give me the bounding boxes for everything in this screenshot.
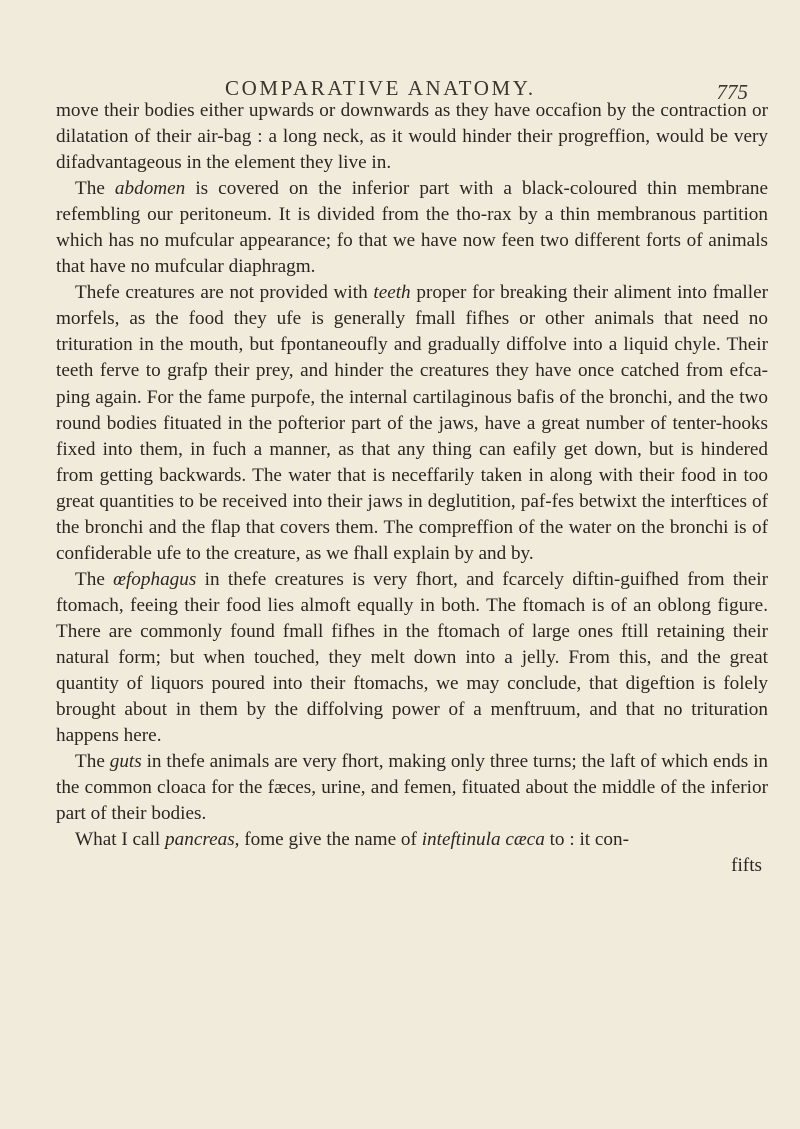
italic-term: inteftinula cæca [421, 829, 545, 851]
text-run: in thefe creatures is very fhort, and fcarcely diftin-guifhed from their ftomach, feeing their food lies almoft equally in both. The ftomach is of an oblong figure. There are commonly found fmall fifhes in the ftomach of large ones ftill retaining their natural form; but when touched, they melt down into a jelly. From this, and the great quantity of liquors poured into their ftomachs, we may conclude, that digeftion is folely brought about in them by the diffolving power of a menftruum, and that no trituration happens here. [56, 568, 768, 747]
italic-term: guts [109, 751, 142, 773]
italic-term: œfophagus [113, 568, 197, 590]
paragraph [56, 280, 768, 567]
italic-term: pancreas [165, 829, 235, 851]
text-run: proper for breaking their aliment into fmaller morfels, as the food they ufe is generally fmall fifhes or other animals that need no trituration in the mouth, but fpontaneoufly and gradually diffolve into a liquid chyle. Their teeth ferve to grafp their prey, and hinder the creatures they have once catched from efca-ping again. For the fame purpofe, the internal cartilaginous bafis of the bronchi, and the two round bodies fituated in the pofterior part of the jaws, have a great number of tenter-hooks fixed into them, in fuch a manner, as that any thing can eafily get down, but is hindered from getting backwards. The water that is neceffarily taken in along with their food in too great quantities to be received into their jaws in deglutition, paf-fes betwixt the interftices of the bronchi and the flap that covers them. The compreffion of the water on the bronchi is of confiderable ufe to the creature, as we fhall explain by and by. [56, 282, 768, 564]
page-number: 775 [716, 80, 748, 104]
catchword: fifts [731, 855, 762, 877]
body-text [56, 98, 768, 879]
italic-term: teeth [373, 282, 411, 304]
paragraph [56, 749, 768, 827]
paragraph [56, 176, 768, 280]
text-run: to : it con- [544, 829, 629, 851]
text-run: move their bodies either upwards or downwards as they have occafion by the contraction or dilatation of their air-bag : a long neck, as it would hinder their progreffion, would be very difadvantageous in the element they live in. [56, 100, 768, 174]
text-run: The [75, 178, 115, 200]
text-run: , fome give the name of [234, 829, 422, 851]
paragraph [56, 827, 768, 853]
text-run: The [75, 568, 114, 590]
paragraph [56, 567, 768, 749]
text-run: is covered on the inferior part with a black-coloured thin membrane refembling our peritoneum. It is divided from the tho-rax by a thin membranous partition which has no mufcular appearance; fo that we have now feen two different forts of animals that have no mufcular diaphragm. [56, 178, 768, 278]
text-run: The [75, 751, 110, 773]
italic-term: abdomen [114, 178, 186, 200]
text-run: What I call [75, 829, 166, 851]
text-run: in thefe animals are very fhort, making only three turns; the laft of which ends in the common cloaca for the fæces, urine, and femen, fituated about the middle of the inferior part of their bodies. [56, 751, 768, 825]
text-run: Thefe creatures are not provided with [75, 282, 374, 304]
running-head: COMPARATIVE ANATOMY. [225, 76, 536, 100]
paragraph [56, 98, 768, 176]
